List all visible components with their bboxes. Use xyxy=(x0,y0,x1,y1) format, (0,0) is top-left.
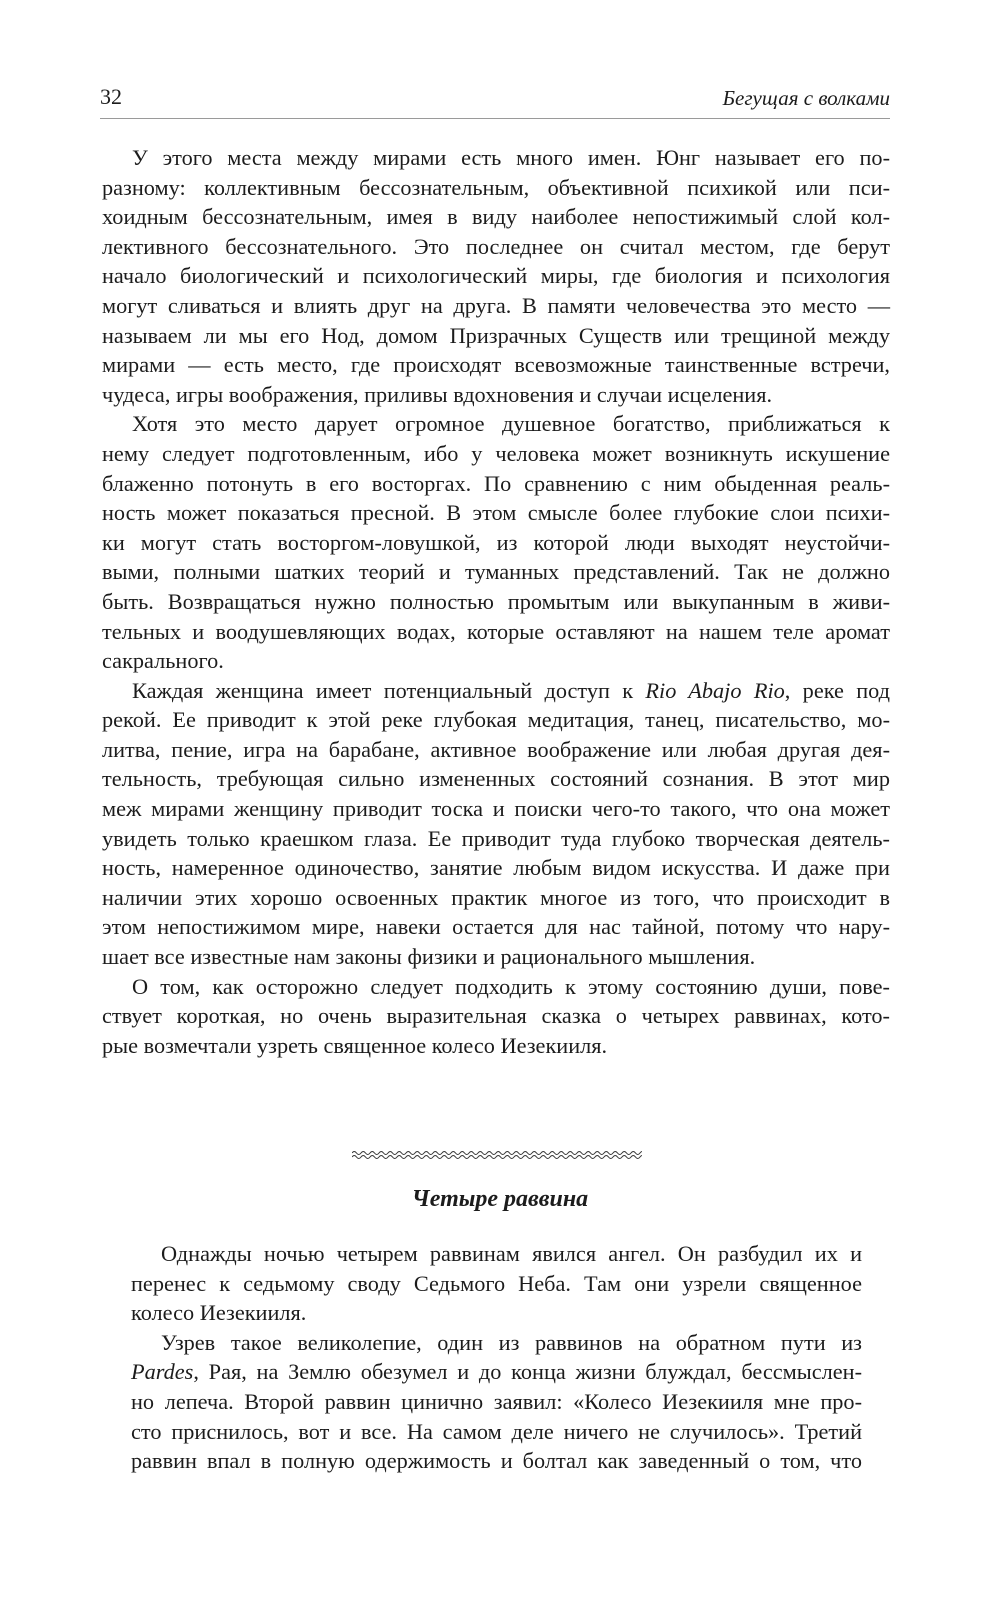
text-line: сто приснилось, вот и все. На самом деле ничего не случилось». Третий xyxy=(131,1418,862,1444)
text-line: меж мирами женщину приводит тоска и поиски чего-то такого, что она может xyxy=(102,796,890,822)
text-line: называем ли мы его Нод, домом Призрачных Существ или трещиной между xyxy=(102,322,890,348)
text-line: шает все известные нам законы физики и рационального мышления. xyxy=(102,944,756,970)
text-line: колесо Иезекииля. xyxy=(131,1300,307,1326)
text-line: тельность, требующая сильно измененных состояний сознания. В этот мир xyxy=(102,766,890,792)
section-title: Четыре раввина xyxy=(411,1186,589,1212)
paragraph xyxy=(131,1328,862,1476)
text-line: ность, намеренное одиночество, занятие любым видом искусства. И даже при xyxy=(102,855,890,881)
text-line: этом непостижимом мире, навеки остается для нас тайной, потому что нару- xyxy=(102,914,890,940)
text-line: начало биологический и психологический миры, где биология и психология xyxy=(102,263,890,289)
text-line: рекой. Ее приводит к этой реке глубокая медитация, танец, писательство, мо- xyxy=(102,707,890,733)
text-line: У этого места между мирами есть много имен. Юнг называет его по- xyxy=(132,145,890,170)
text-segment: Каждая женщина имеет потенциальный доступ к xyxy=(132,677,646,703)
text-line: блаженно потонуть в его восторгах. По сравнению с ним обыденная реаль- xyxy=(102,470,890,496)
text-line: сакрального. xyxy=(102,648,224,674)
text-segment: , Рая, на Землю обезумел и до конца жизни блуждал, бессмыслен- xyxy=(193,1359,862,1385)
paragraph xyxy=(102,409,890,675)
wavy-divider-ornament xyxy=(352,1148,642,1162)
italic-term: Rio Abajo Rio xyxy=(645,677,785,703)
text-line: но лепеча. Второй раввин цинично заявил: «Колесо Иезекииля мне про- xyxy=(131,1388,862,1414)
text-line: наличии этих хорошо освоенных практик многое из того, что происходит в xyxy=(102,884,890,910)
text-line xyxy=(102,676,890,706)
text-line: разному: коллективным бессознательным, объективной психикой или пси- xyxy=(102,174,890,200)
text-line: ствует короткая, но очень выразительная сказка о четырех раввинах, кото- xyxy=(102,1003,890,1029)
text-line: литва, пение, игра на барабане, активное воображение или любая другая дея- xyxy=(102,736,890,762)
text-line: О том, как осторожно следует подходить к этому состоянию души, пове- xyxy=(132,973,890,999)
text-segment: , реке под xyxy=(784,677,890,703)
text-line: быть. Возвращаться нужно полностью промытым или выкупанным в живи- xyxy=(102,588,890,614)
text-line: Хотя это место дарует огромное душевное богатство, приближаться к xyxy=(132,411,890,437)
main-text xyxy=(102,143,890,1060)
paragraph xyxy=(102,143,890,409)
text-line: увидеть только краешком глаза. Ее приводит туда глубоко творческая деятель- xyxy=(102,825,890,851)
text-line: мирами — есть место, где происходят всевозможные таинственные встречи, xyxy=(102,352,890,378)
text-line: ки могут стать восторгом-ловушкой, из которой люди выходят неустойчи- xyxy=(102,529,890,555)
page-number: 32 xyxy=(100,84,122,109)
text-line: Однажды ночью четырем раввинам явился ангел. Он разбудил их и xyxy=(161,1241,862,1266)
running-header xyxy=(100,84,890,119)
story-text xyxy=(131,1239,862,1476)
text-line: Узрев такое великолепие, один из раввинов на обратном пути из xyxy=(161,1329,862,1355)
text-line: тельных и воодушевляющих водах, которые оставляют на нашем теле аромат xyxy=(102,618,890,644)
text-line: чудеса, игры воображения, приливы вдохновения и случаи исцеления. xyxy=(102,381,773,407)
paragraph xyxy=(131,1239,862,1328)
text-line: ность может показаться пресной. В этом смысле более глубокие слои психи- xyxy=(102,500,890,526)
text-line: хоидным бессознательным, имея в виду наиболее непостижимый слой кол- xyxy=(102,204,890,230)
running-title: Бегущая с волками xyxy=(722,86,890,110)
paragraph xyxy=(102,972,890,1061)
text-line: перенес к седьмому своду Седьмого Неба. Там они узрели священное xyxy=(131,1270,862,1296)
text-line: лективного бессознательного. Это последнее он считал местом, где берут xyxy=(102,233,890,259)
text-line: выми, полными шатких теорий и туманных представлений. Так не должно xyxy=(102,559,890,585)
text-line: нему следует подготовленным, ибо у человека может возникнуть искушение xyxy=(102,440,890,466)
italic-term: Pardes xyxy=(131,1359,194,1385)
text-line: рые возмечтали узреть священное колесо Иезекииля. xyxy=(102,1032,608,1058)
text-line: могут сливаться и влиять друг на друга. В памяти человечества это место — xyxy=(102,292,890,318)
paragraph xyxy=(102,676,890,972)
text-line xyxy=(131,1357,862,1387)
text-line: раввин впал в полную одержимость и болтал как заведенный о том, что xyxy=(131,1448,862,1474)
